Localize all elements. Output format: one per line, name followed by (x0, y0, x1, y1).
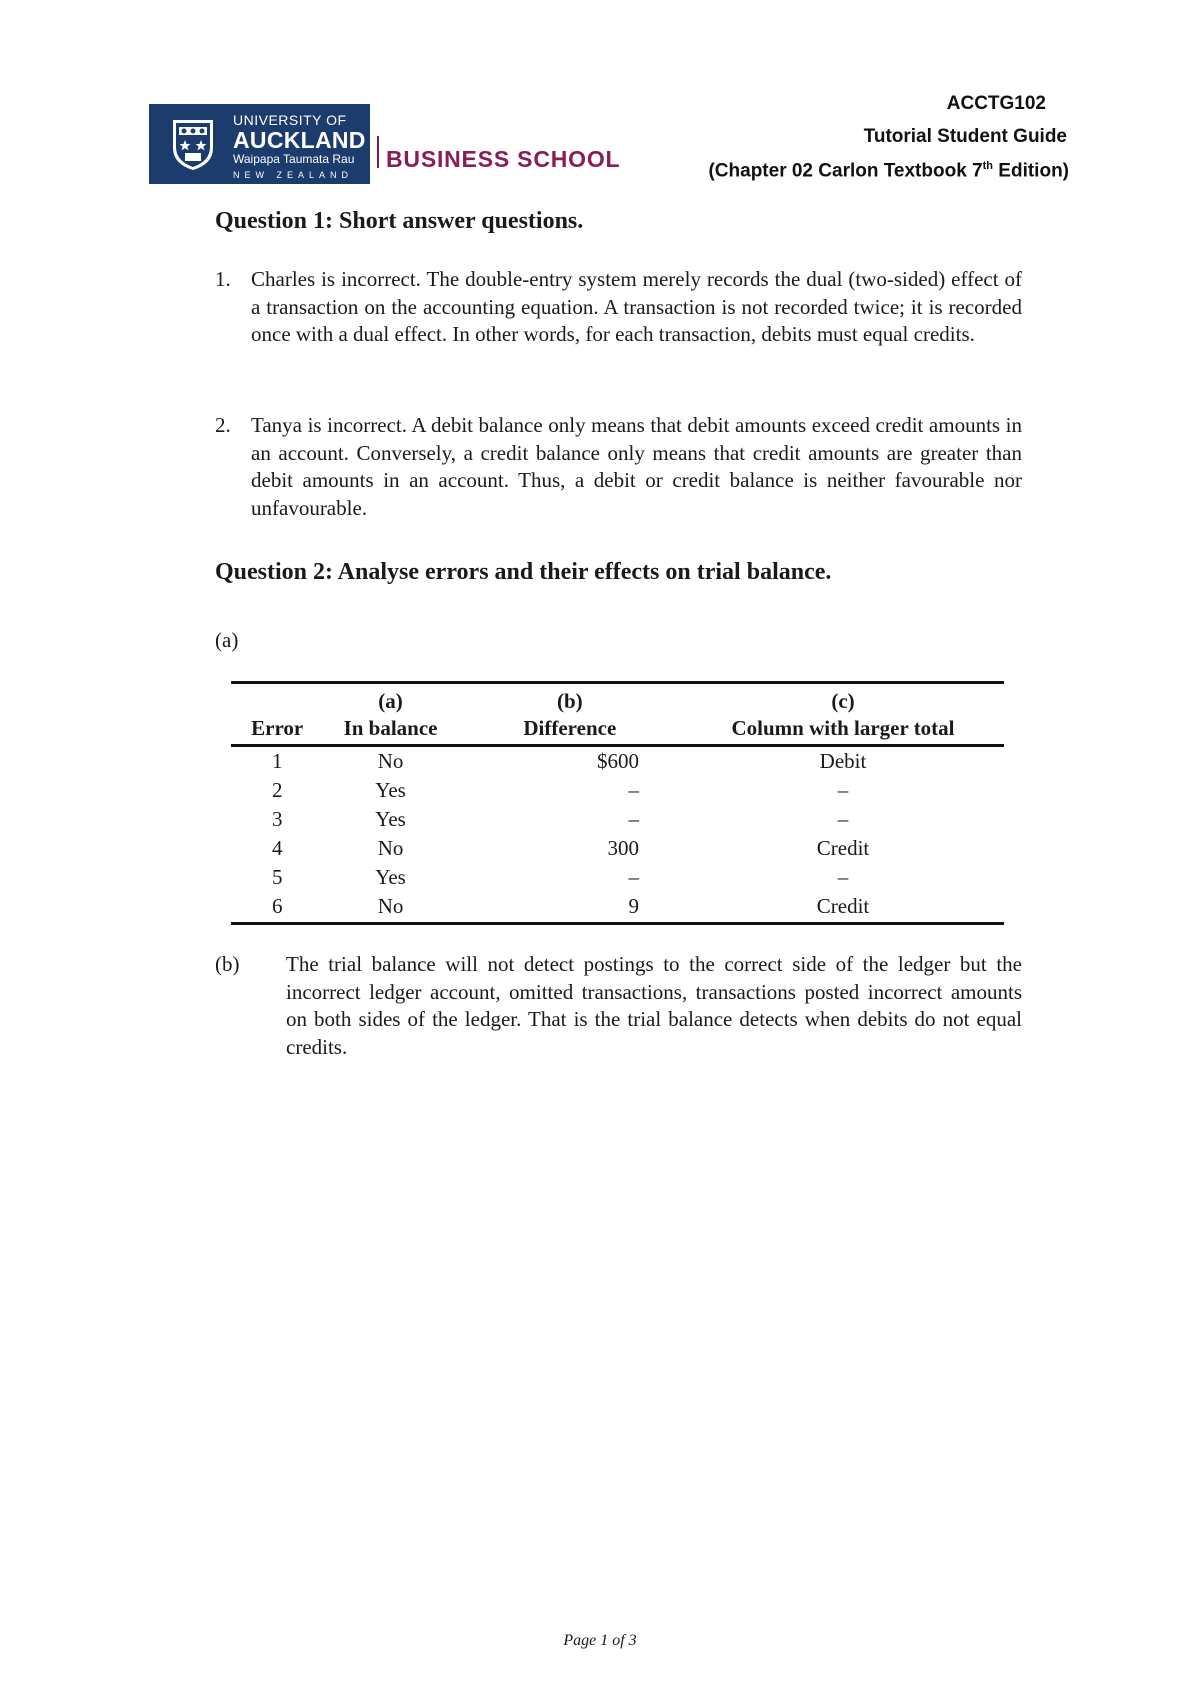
table-cell: – (628, 778, 640, 802)
table-cell: – (628, 807, 640, 831)
course-code: ACCTG102 (946, 93, 1046, 114)
table-row (231, 776, 1004, 805)
table-cell: – (628, 865, 640, 889)
logo-university-of: UNIVERSITY OF (233, 112, 347, 128)
item-text: Tanya is incorrect. A debit balance only means that debit amounts exceed credit amounts in an account. Conversely, a credit balance only means that credit amounts are greater than debit amounts in an account. Thus, a debit or credit balance is neither favourable nor unfavourable. (251, 413, 1022, 520)
error-analysis-table (231, 681, 1004, 925)
table-cell: – (837, 865, 849, 889)
business-school-label: BUSINESS SCHOOL (386, 146, 621, 172)
question1-item-2 (215, 412, 1022, 522)
table-cell: No (323, 892, 457, 924)
table-cell: 6 (231, 892, 323, 924)
table-header-row-top (231, 683, 1004, 716)
table-cell: 3 (271, 807, 283, 831)
table-cell: 300 (607, 836, 640, 860)
part-b-text: The trial balance will not detect postings to the correct side of the ledger but the incorrect ledger account, omitted transactions, transactions posted incorrect amounts on both sides of the ledger. That is the trial balance detects when debits do not equal credits. (286, 952, 1022, 1059)
part-b (215, 951, 1022, 1061)
table-cell: 4 (271, 836, 283, 860)
header-cell: Difference (458, 715, 682, 746)
table-row (231, 746, 1004, 777)
table-cell: 1 (271, 749, 283, 773)
table-cell: 9 (458, 892, 682, 924)
item-number: 1. (215, 267, 231, 291)
table-header-row-bottom (231, 715, 1004, 746)
page-number: Page 1 of 3 (563, 1632, 637, 1649)
guide-title: Tutorial Student Guide (863, 126, 1067, 147)
logo-maori-name: Waipapa Taumata Rau (233, 152, 355, 166)
table-cell: 5 (271, 865, 283, 889)
header-cell (231, 683, 323, 716)
logo-divider (377, 136, 379, 168)
table-cell: 2 (271, 778, 283, 802)
header-cell: Column with larger total (682, 715, 1004, 746)
table-row (231, 863, 1004, 892)
table-cell: Credit (816, 836, 870, 860)
header-cell: (c) (682, 683, 1004, 716)
table-cell: No (377, 749, 404, 773)
chapter-reference: (Chapter 02 Carlon Textbook 7th Edition) (708, 160, 1069, 182)
header-cell: In balance (323, 715, 457, 746)
table-cell: Yes (375, 807, 406, 831)
crest-icon (171, 118, 215, 172)
question1-item-1 (215, 266, 1022, 349)
table-row (231, 834, 1004, 863)
table-cell: Yes (375, 865, 406, 889)
logo-auckland: AUCKLAND (233, 127, 366, 153)
part-b-label: (b) (215, 952, 240, 976)
table-cell: – (837, 807, 849, 831)
table-row (231, 892, 1004, 924)
header-cell: (a) (323, 683, 457, 716)
question1-title: Question 1: Short answer questions. (215, 208, 584, 234)
table-cell: Credit (682, 892, 1004, 924)
table-cell: Yes (375, 778, 406, 802)
university-logo (149, 104, 370, 184)
item-number: 2. (215, 413, 231, 437)
item-text: Charles is incorrect. The double-entry system merely records the dual (two-sided) effect of a transaction on the accounting equation. A transaction is not recorded twice; it is recorded once with a dual effect. In other words, for each transaction, debits must equal credits. (251, 267, 1022, 346)
question2-title: Question 2: Analyse errors and their effects on trial balance. (215, 559, 832, 585)
header-cell: (b) (458, 683, 682, 716)
table-cell: Debit (819, 749, 867, 773)
logo-new-zealand: NEW ZEALAND (233, 170, 354, 180)
part-a-label: (a) (215, 628, 239, 652)
table-cell: – (837, 778, 849, 802)
table-cell: $600 (597, 749, 640, 773)
table-row (231, 805, 1004, 834)
table-cell: No (377, 836, 404, 860)
header-cell: Error (231, 715, 323, 746)
